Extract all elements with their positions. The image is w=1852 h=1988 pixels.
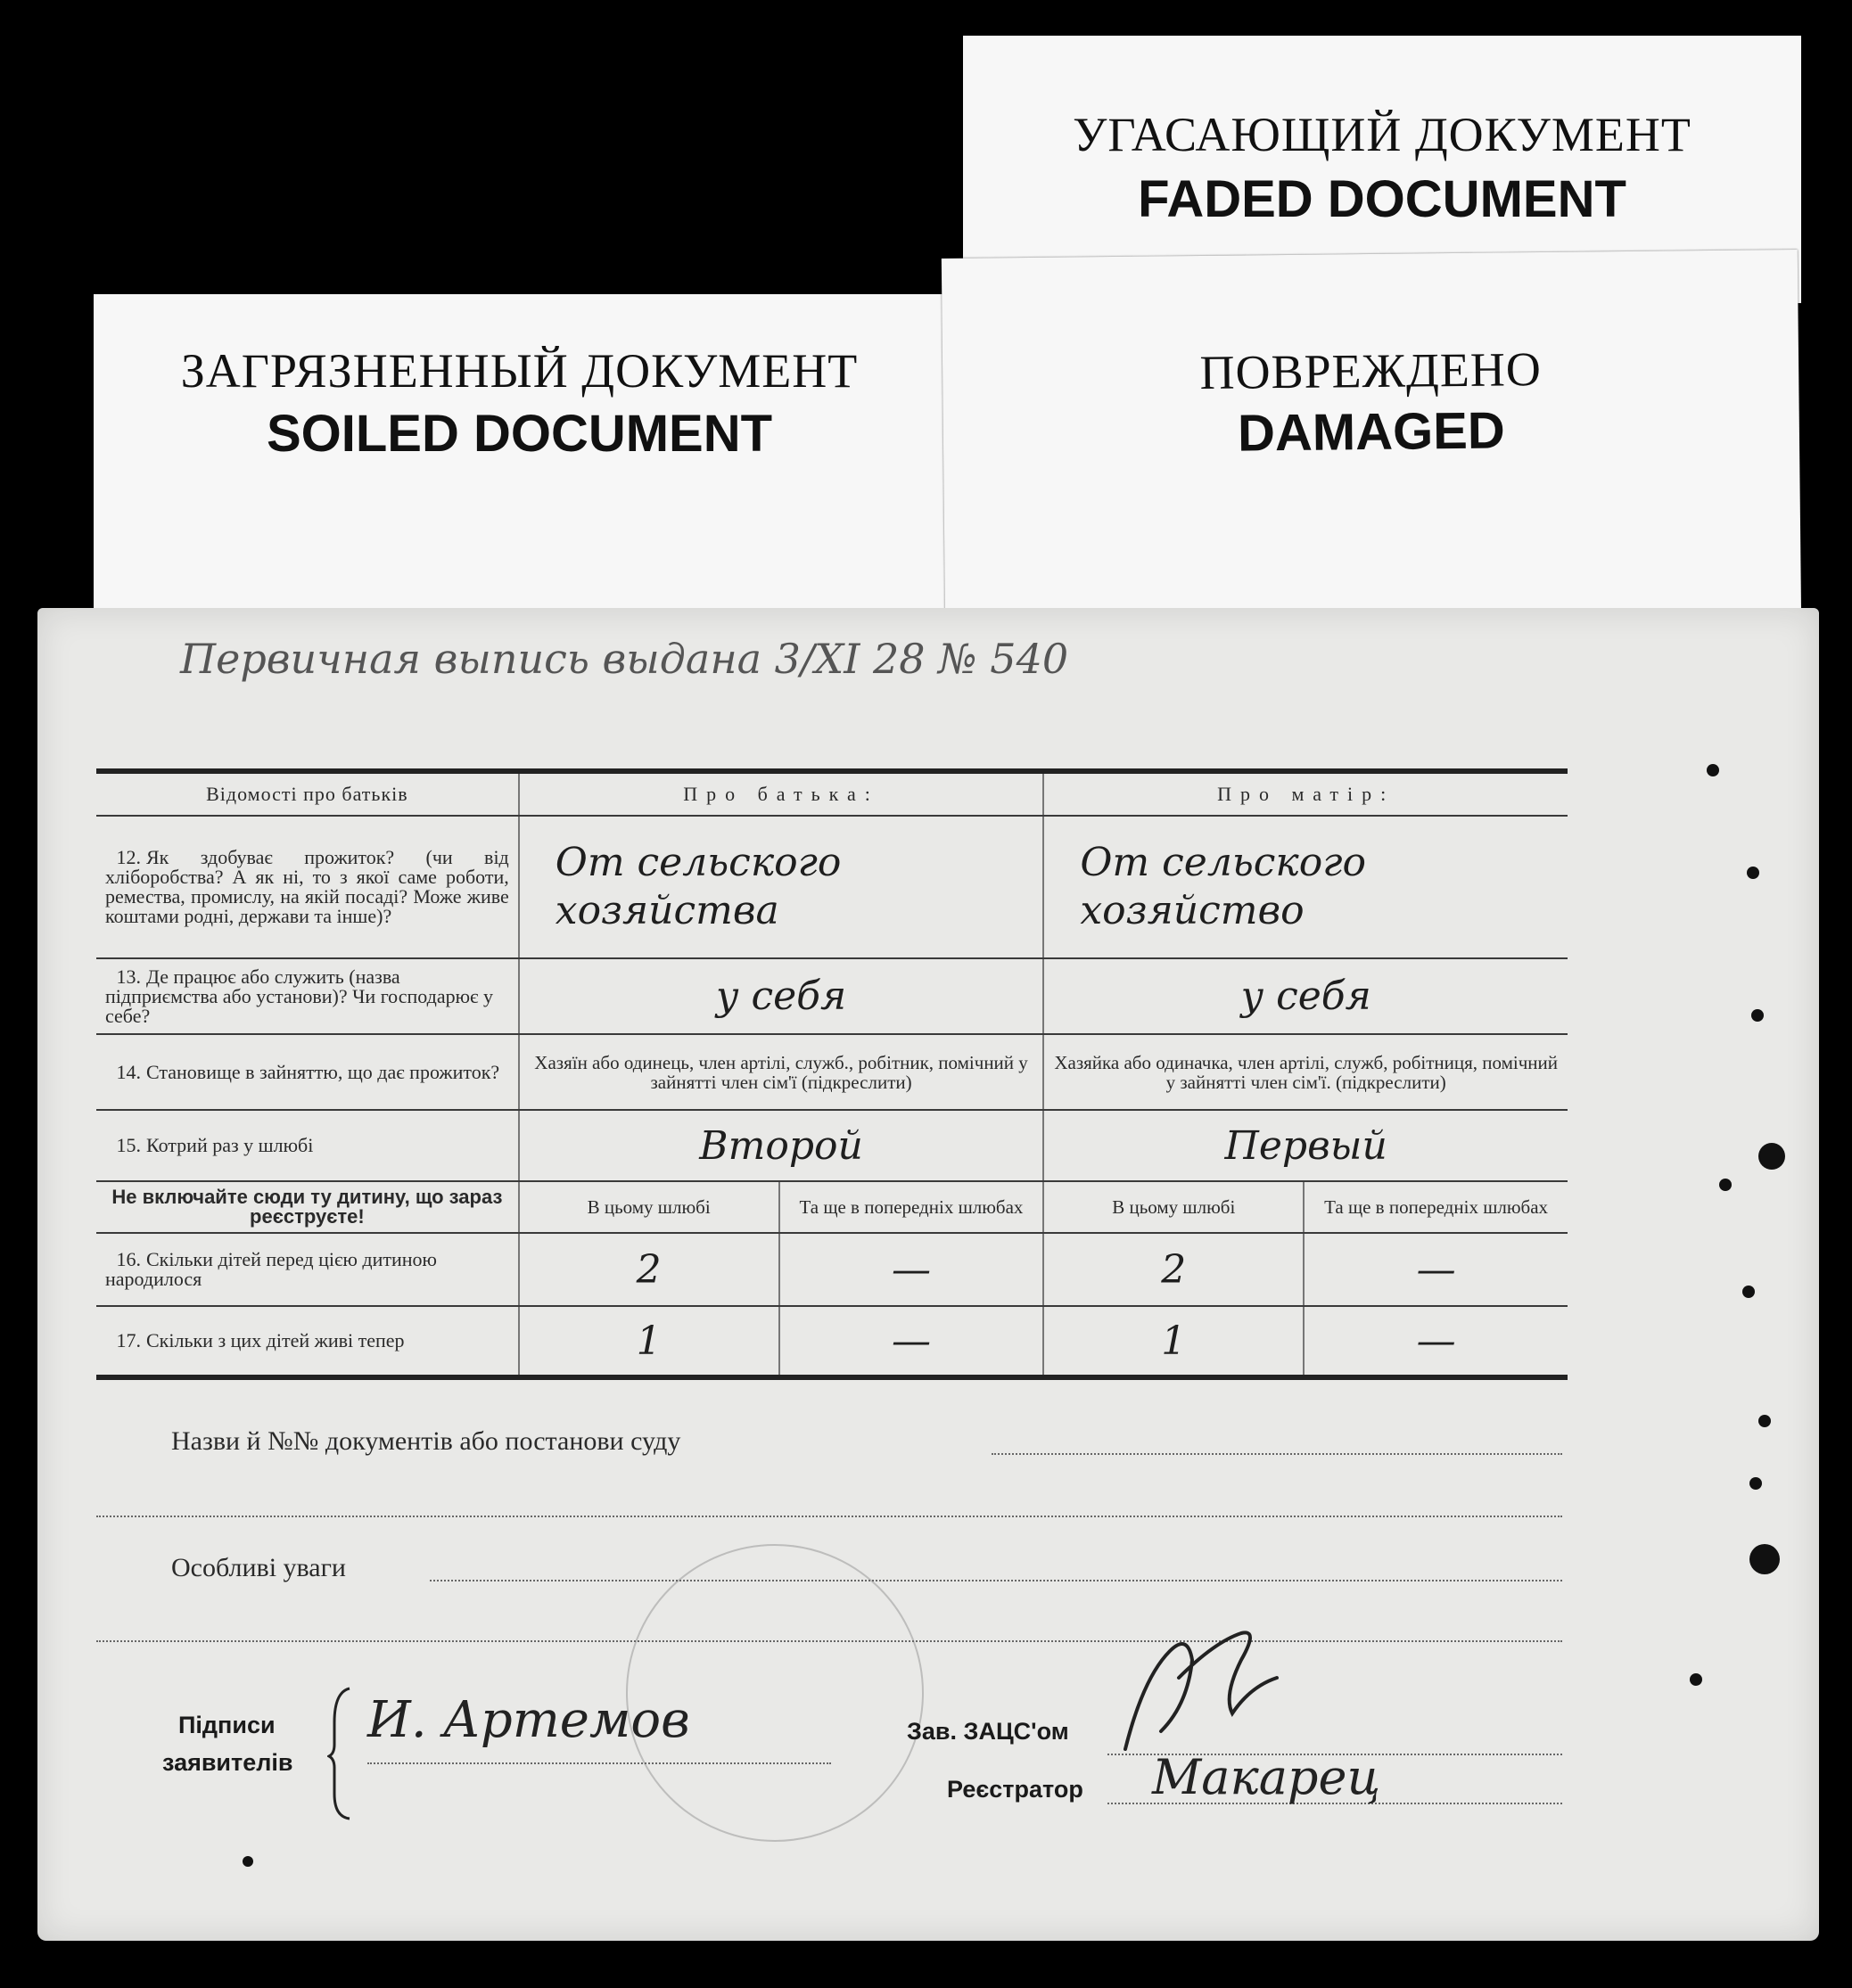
answer-mother-14: Хазяйка або одиначка, член артілі, служб, робітниця, помічний у зайнятті член сім'ї. (підкреслити) bbox=[1043, 1034, 1568, 1110]
documents-dotted-line bbox=[992, 1453, 1562, 1455]
question-number: 12. bbox=[116, 846, 141, 868]
answer-mother-12: От сельского хозяйство bbox=[1043, 816, 1568, 958]
table-row bbox=[96, 958, 1568, 1034]
question-text: Де працює або служить (назва підприємства або установи)? Чи господарює у себе? bbox=[105, 965, 493, 1027]
question-text: Становище в зайняттю, що дає прожиток? bbox=[146, 1060, 500, 1083]
question-13 bbox=[96, 958, 519, 1034]
answer-father-14: Хазяїн або одинець, член артілі, служб., робітник, помічний у зайнятті член сім'ї (підкреслити) bbox=[519, 1034, 1044, 1110]
binding-hole bbox=[1742, 1286, 1755, 1298]
head-signature-scribble bbox=[1107, 1624, 1304, 1758]
applicants-brace bbox=[327, 1687, 354, 1820]
question-number: 13. bbox=[116, 965, 141, 988]
damaged-ru-label: ПОВРЕЖДЕНО bbox=[1199, 341, 1543, 400]
question-number: 16. bbox=[116, 1248, 141, 1270]
table-row bbox=[96, 1110, 1568, 1181]
binding-hole bbox=[1719, 1179, 1732, 1191]
question-number: 15. bbox=[116, 1134, 141, 1156]
col-mother-previous: Та ще в попередніх шлюбах bbox=[1304, 1181, 1568, 1233]
registrar-label: Реєстратор bbox=[947, 1776, 1083, 1803]
question-text: Скільки дітей перед цією дитиною народилося bbox=[105, 1248, 437, 1290]
table-row bbox=[96, 1233, 1568, 1306]
question-14 bbox=[96, 1034, 519, 1110]
record-sheet bbox=[37, 608, 1819, 1941]
binding-hole bbox=[1749, 1477, 1762, 1490]
binding-hole bbox=[1751, 1009, 1764, 1022]
cell-value: — bbox=[1304, 1306, 1568, 1377]
remarks-label: Особливі уваги bbox=[171, 1553, 346, 1582]
parents-info-table bbox=[96, 768, 1568, 1380]
cell-value: 2 bbox=[1043, 1233, 1304, 1306]
question-text: Скільки з цих дітей живі тепер bbox=[146, 1329, 405, 1351]
header-parents-info: Відомості про батьків bbox=[96, 771, 519, 816]
remarks-dotted-line bbox=[430, 1580, 1562, 1581]
registrar-signature: Макарец bbox=[1152, 1749, 1381, 1805]
col-father-previous: Та ще в попередніх шлюбах bbox=[779, 1181, 1044, 1233]
question-15 bbox=[96, 1110, 519, 1181]
question-number: 14. bbox=[116, 1060, 141, 1083]
question-text: Котрий раз у шлюбі bbox=[146, 1134, 314, 1156]
binding-hole bbox=[1749, 1544, 1780, 1574]
documents-dotted-line-2 bbox=[96, 1516, 1562, 1517]
question-12 bbox=[96, 816, 519, 958]
table-row bbox=[96, 816, 1568, 958]
children-warning: Не включайте сюди ту дитину, що зараз реєструєте! bbox=[96, 1181, 519, 1233]
soiled-document-card bbox=[94, 294, 945, 633]
answer-father-13: у себя bbox=[519, 958, 1044, 1034]
cell-value: 1 bbox=[519, 1306, 779, 1377]
soiled-ru-label: ЗАГРЯЗНЕННЫЙ ДОКУМЕНТ bbox=[180, 344, 859, 398]
handwritten-top-note: Первичная выпись выдана 3/XI 28 № 540 bbox=[180, 635, 1069, 683]
cell-value: 2 bbox=[519, 1233, 779, 1306]
soiled-en-label: SOILED DOCUMENT bbox=[266, 405, 773, 463]
cell-value: — bbox=[779, 1306, 1044, 1377]
documents-label: Назви й №№ документів або постанови суду bbox=[171, 1426, 681, 1456]
question-number: 17. bbox=[116, 1329, 141, 1351]
binding-hole bbox=[1747, 867, 1759, 879]
cell-value: — bbox=[1304, 1233, 1568, 1306]
question-16 bbox=[96, 1233, 519, 1306]
damaged-en-label: DAMAGED bbox=[1237, 401, 1506, 463]
header-father: Про батька: bbox=[519, 771, 1044, 816]
table-row bbox=[96, 1306, 1568, 1377]
header-mother: Про матір: bbox=[1043, 771, 1568, 816]
table-header-row bbox=[96, 771, 1568, 816]
cell-value: — bbox=[779, 1233, 1044, 1306]
binding-hole bbox=[1707, 764, 1719, 776]
stain-spot bbox=[243, 1856, 253, 1867]
children-subheader-row bbox=[96, 1181, 1568, 1233]
head-zags-label: Зав. ЗАЦС'ом bbox=[907, 1718, 1069, 1745]
col-mother-this-marriage: В цьому шлюбі bbox=[1043, 1181, 1304, 1233]
col-father-this-marriage: В цьому шлюбі bbox=[519, 1181, 779, 1233]
damaged-document-card bbox=[942, 250, 1801, 633]
binding-hole bbox=[1758, 1143, 1785, 1170]
applicants-label-line-2: заявителів bbox=[162, 1749, 293, 1776]
applicant-signature-line bbox=[367, 1762, 831, 1764]
applicant-signature: И. Артемов bbox=[367, 1691, 690, 1749]
binding-hole bbox=[1758, 1415, 1771, 1427]
applicants-label-line-1: Підписи bbox=[178, 1712, 276, 1738]
answer-mother-15: Первый bbox=[1043, 1110, 1568, 1181]
faded-en-label: FADED DOCUMENT bbox=[1138, 170, 1626, 228]
cell-value: 1 bbox=[1043, 1306, 1304, 1377]
answer-father-15: Второй bbox=[519, 1110, 1044, 1181]
answer-father-12: От сельского хозяйства bbox=[519, 816, 1044, 958]
faded-ru-label: УГАСАЮЩИЙ ДОКУМЕНТ bbox=[1073, 108, 1691, 161]
answer-mother-13: у себя bbox=[1043, 958, 1568, 1034]
binding-hole bbox=[1690, 1673, 1702, 1686]
question-text: Як здобуває прожиток? (чи від хліборобства? А як ні, то з якої саме роботи, ремества, промислу, на якій посаді? Може живе коштами родні, держави та інше)? bbox=[105, 846, 509, 927]
question-17 bbox=[96, 1306, 519, 1377]
table-row bbox=[96, 1034, 1568, 1110]
